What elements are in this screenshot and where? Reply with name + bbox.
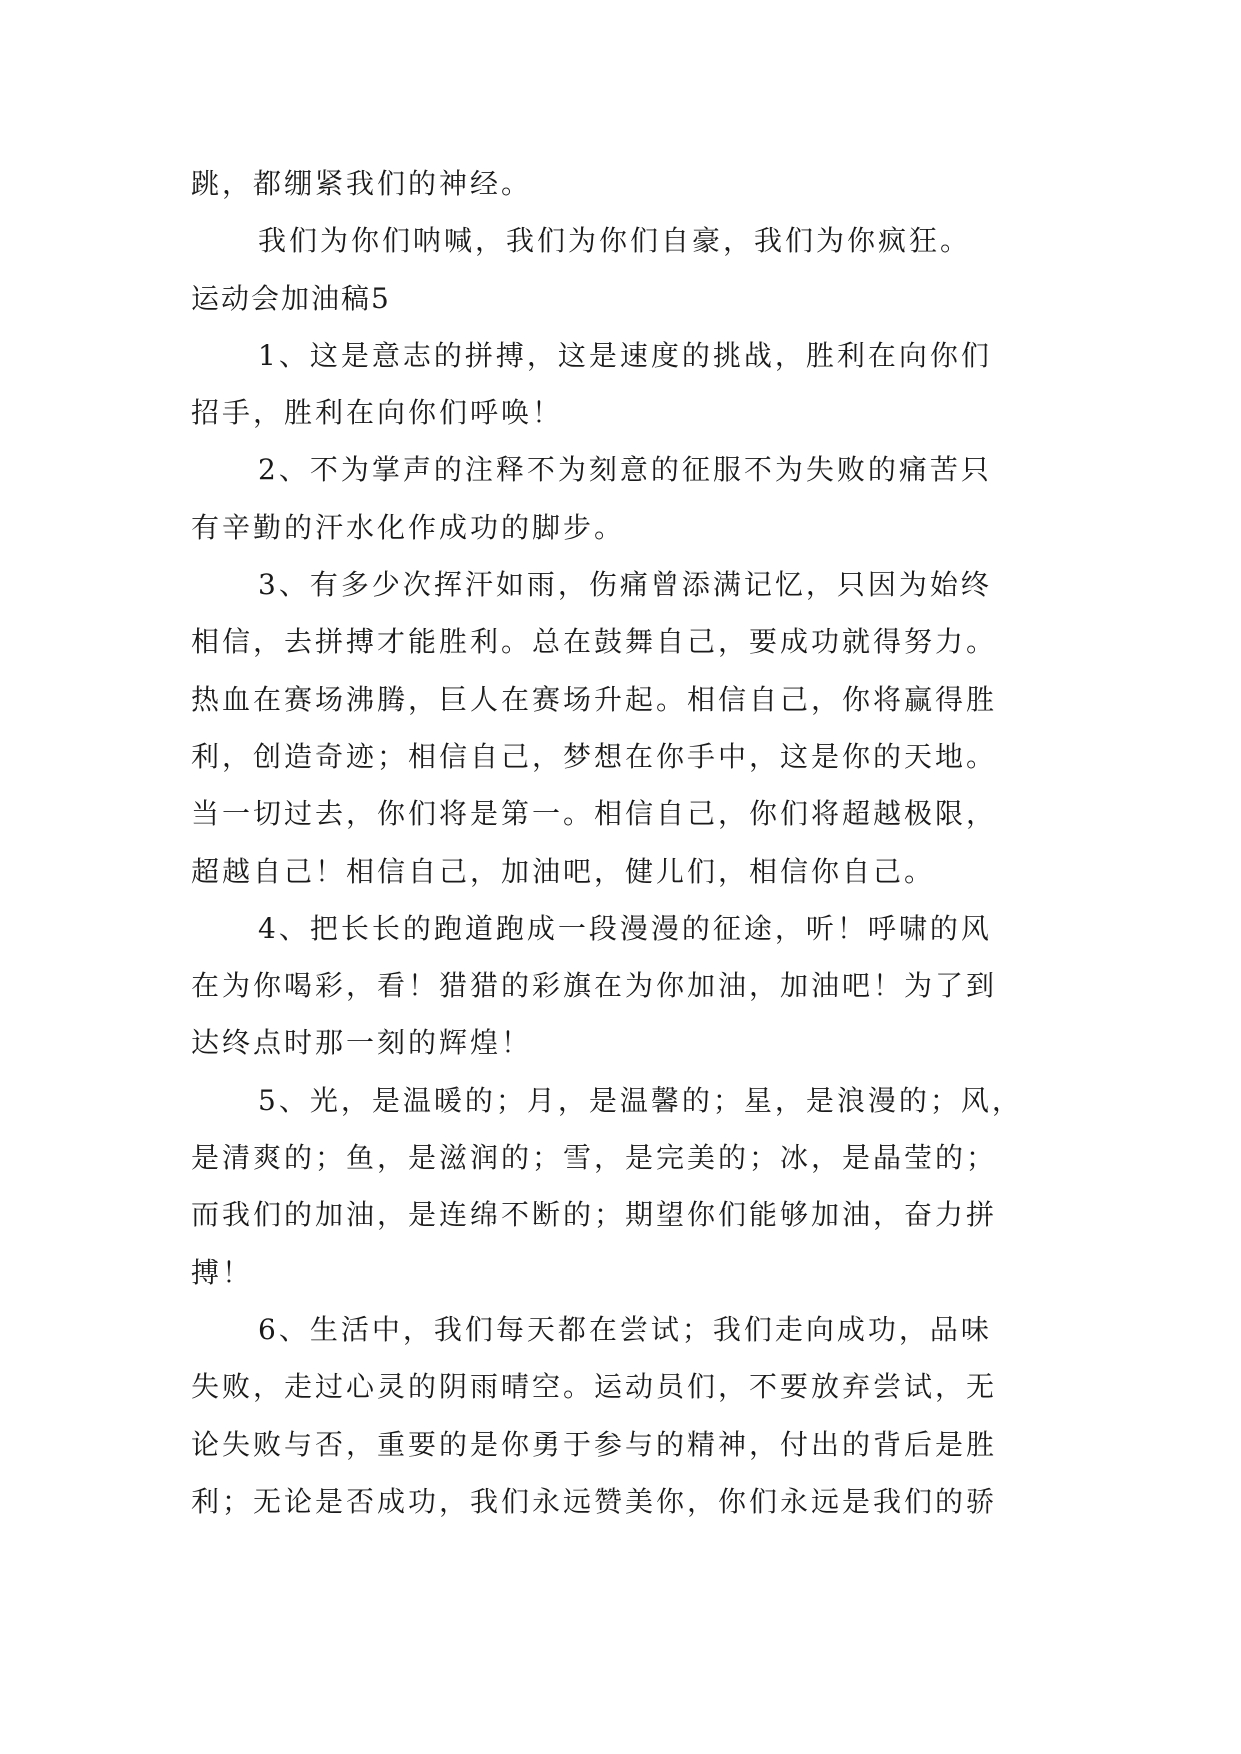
text-line: 搏！ [191,1255,254,1289]
text-line: 1、这是意志的拼搏，这是速度的挑战，胜利在向你们 [258,338,992,372]
paragraph [191,327,1061,442]
text-line: 跳，都绷紧我们的神经。 [191,167,533,200]
text-line: 6、生活中，我们每天都在尝试；我们走向成功，品味 [258,1312,992,1346]
text-line: 我们为你们呐喊，我们为你们自豪，我们为你疯狂。 [258,224,972,258]
text-line: 论失败与否，重要的是你勇于参与的精神，付出的背后是胜 [191,1427,998,1461]
text-line: 4、把长长的跑道跑成一段漫漫的征途，听！呼啸的风 [258,911,992,945]
text-line: 有辛勤的汗水化作成功的脚步。 [191,510,626,544]
text-line: 利，创造奇迹；相信自己，梦想在你手中，这是你的天地。 [191,739,998,773]
text-line: 是清爽的；鱼，是滋润的；雪，是完美的；冰，是晶莹的； [191,1141,998,1175]
paragraph [191,1301,1061,1530]
text-line: 失败，走过心灵的阴雨晴空。运动员们，不要放弃尝试，无 [191,1370,998,1404]
text-line: 相信，去拼搏才能胜利。总在鼓舞自己，要成功就得努力。 [191,625,998,659]
section-title: 运动会加油稿5 [191,281,391,315]
paragraph [191,900,1061,1072]
text-line: 超越自己！相信自己，加油吧，健儿们，相信你自己。 [191,854,936,888]
text-line: 当一切过去，你们将是第一。相信自己，你们将超越极限， [191,797,998,831]
text-line: 3、有多少次挥汗如雨，伤痛曾添满记忆，只因为始终 [258,568,992,602]
text-line: 在为你喝彩，看！猎猎的彩旗在为你加油，加油吧！为了到 [191,969,998,1003]
text-line: 2、不为掌声的注释不为刻意的征服不为失败的痛苦只 [258,453,992,487]
text-line: 热血在赛场沸腾，巨人在赛场升起。相信自己，你将赢得胜 [191,682,998,716]
paragraph [191,556,1061,900]
paragraph [191,441,1061,556]
text-line: 利；无论是否成功，我们永远赞美你，你们永远是我们的骄 [191,1484,998,1518]
paragraph [191,1072,1061,1301]
text-line: 5、光，是温暖的；月，是温馨的；星，是浪漫的；风， [258,1083,1023,1117]
text-line: 而我们的加油，是连绵不断的；期望你们能够加油，奋力拼 [191,1198,998,1232]
text-line: 达终点时那一刻的辉煌！ [191,1026,533,1060]
document-body [191,155,1061,1530]
text-line: 招手，胜利在向你们呼唤！ [191,396,564,430]
